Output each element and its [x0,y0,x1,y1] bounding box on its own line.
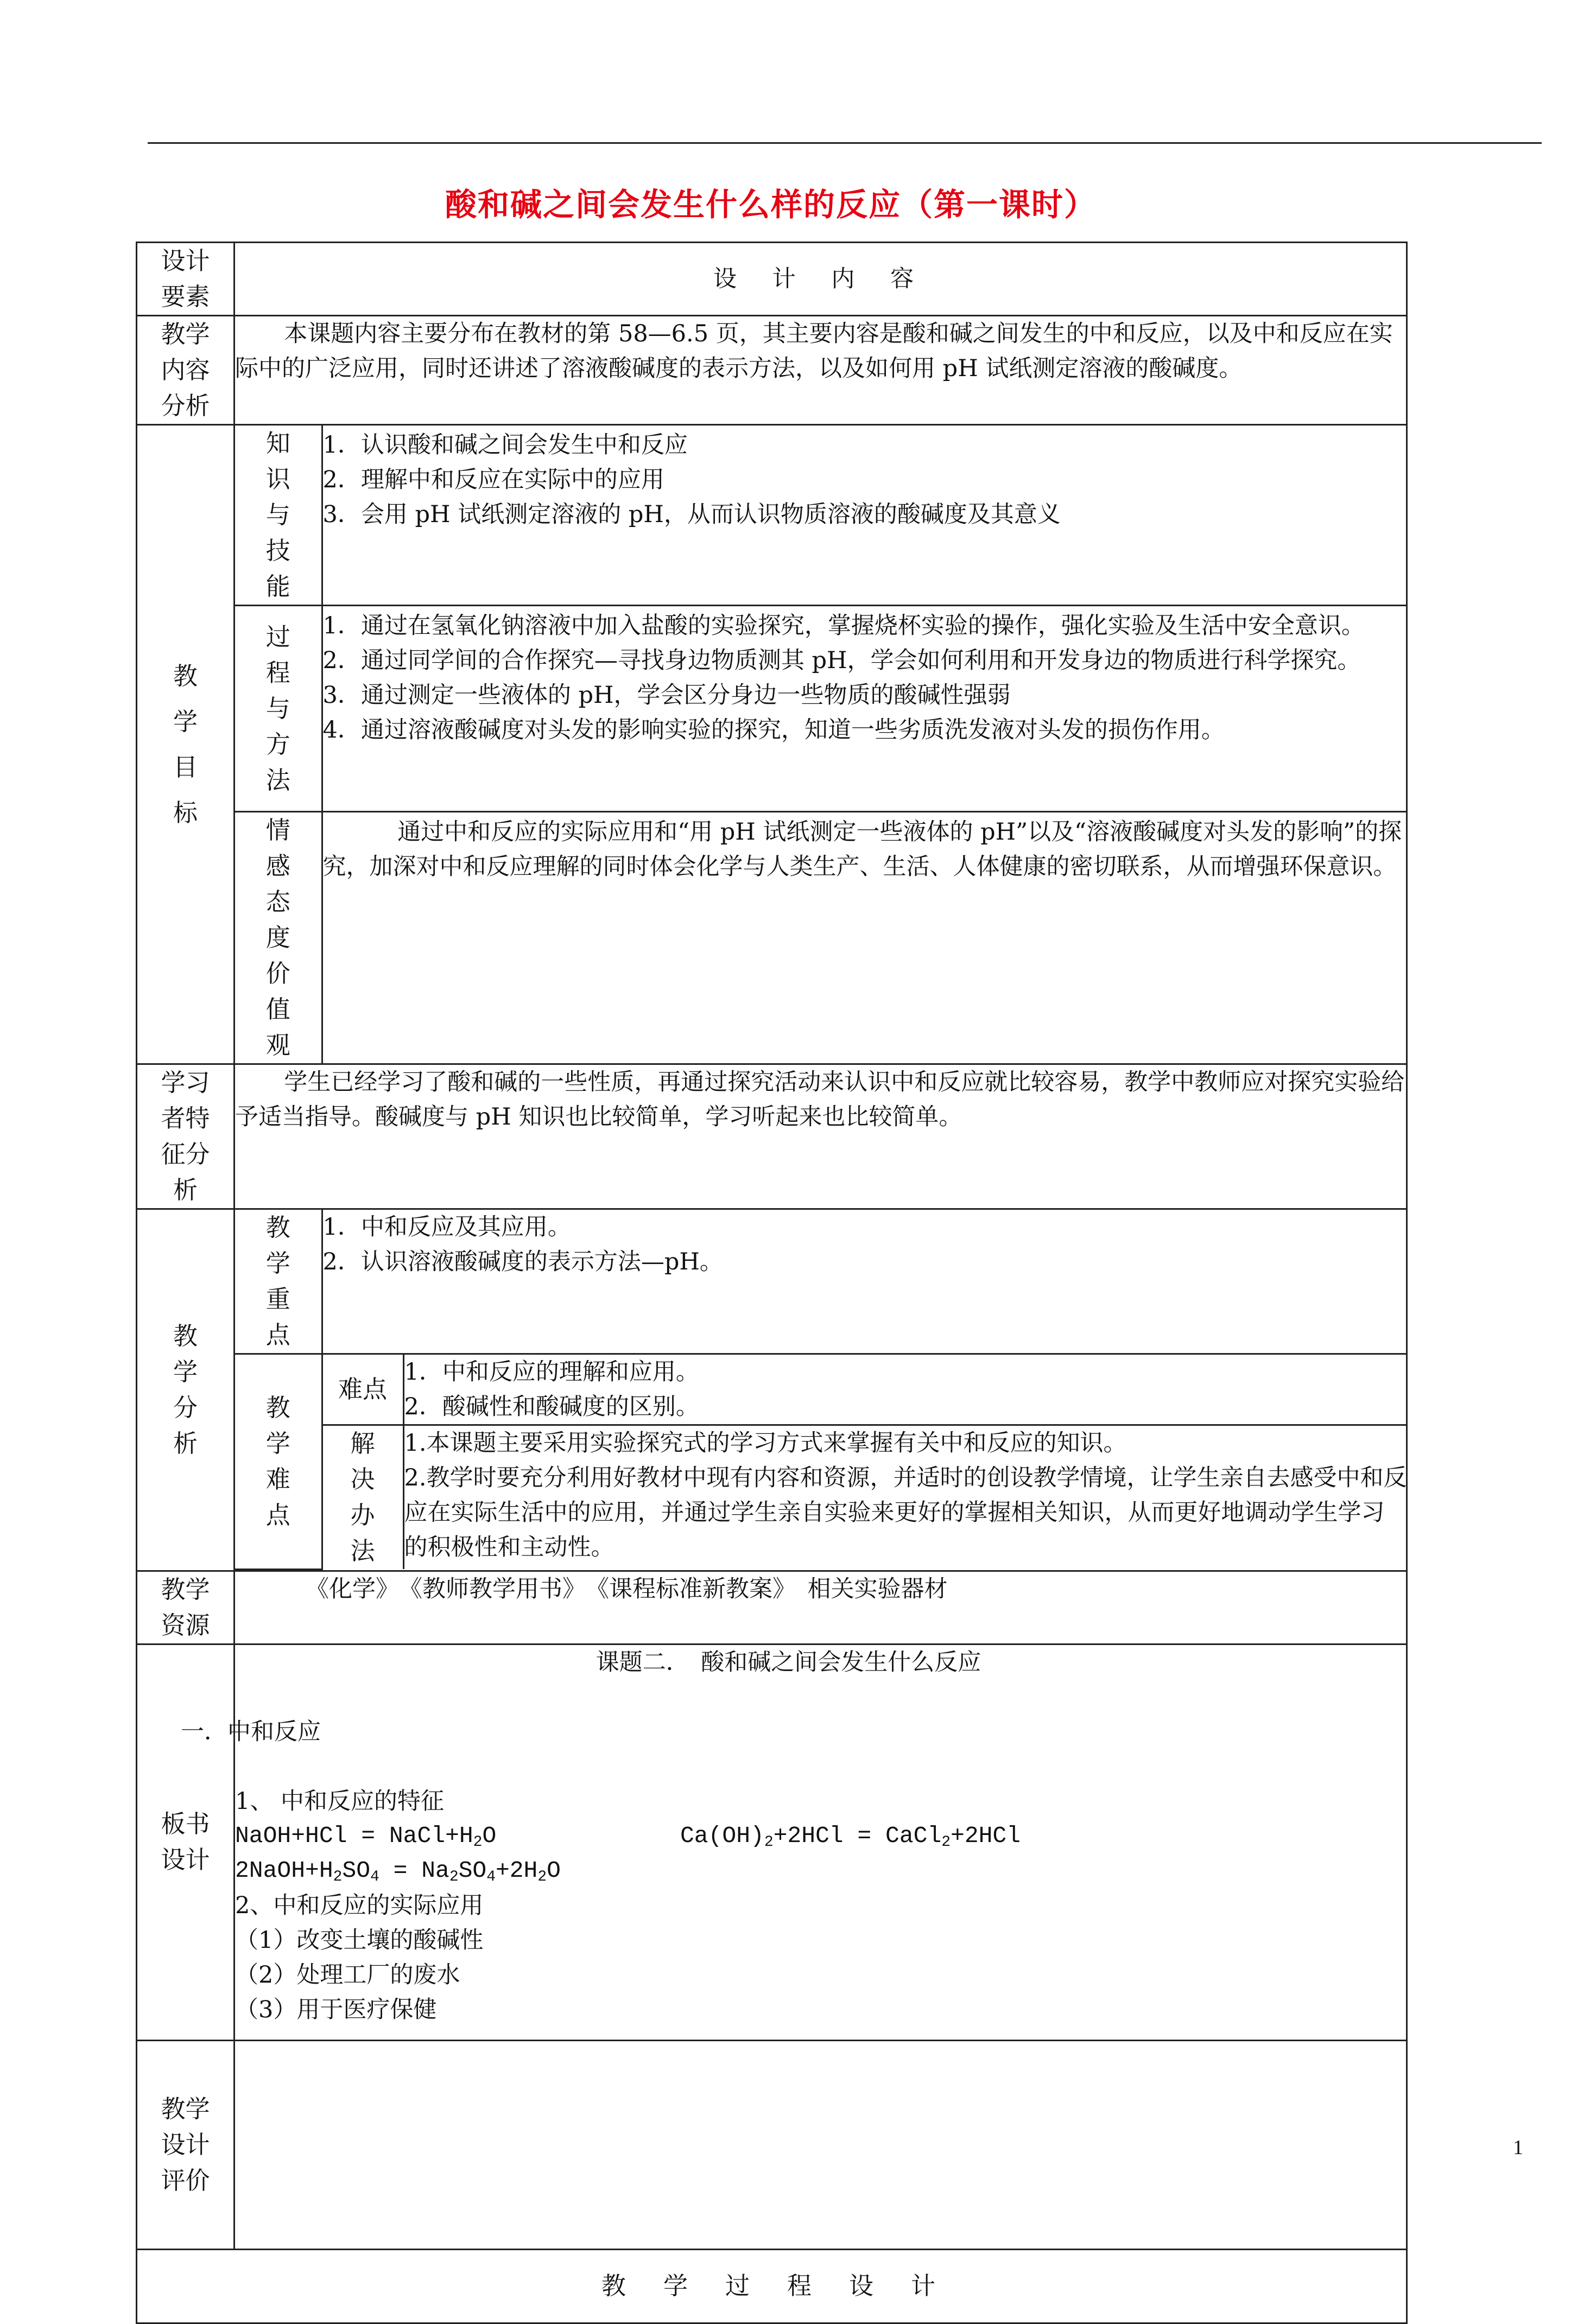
resources-label: 教学资源 [161,1574,210,1640]
header-left-label: 设计要素 [161,246,210,311]
difficulties-label: 教学难点 [265,1393,290,1529]
emotion-label-cell [235,812,322,1064]
difficulty-items [403,1354,1408,1425]
learner-label-cell [137,1064,235,1209]
process-design-title: 教 学 过 程 设 计 [601,2271,942,2300]
learner-text: 学生已经学习了酸和碱的一些性质，再通过探究活动来认识中和反应就比较容易，教学中教师应对探究实验给予适当指导。酸碱度与 pH 知识也比较简单，学习听起来也比较简单。 [235,1064,1407,1209]
document-title: 酸和碱之间会发生什么样的反应（第一课时） [445,186,1097,223]
objectives-label-cell [137,425,235,1064]
header-rule [148,142,1542,144]
board-label: 板书设计 [161,1809,210,1874]
process-item: 3．通过测定一些液体的 pH，学会区分身边一些物质的酸碱性强弱 [322,682,1011,709]
knowledge-item: 3．会用 pH 试纸测定溶液的 pH，从而认识物质溶液的酸碱度及其意义 [322,501,1061,528]
solution-label: 解决办法 [350,1429,375,1565]
solution-item: 2.教学时要充分利用好教材中现有内容和资源，并适时的创设教学情境，让学生亲自去感受中和反应在实际生活中的应用，并通过学生亲自实验来更好的掌握相关知识，从而更好地调动学生学习的积极性和主动性。 [404,1464,1407,1561]
difficulty-label: 难点 [338,1375,387,1404]
objectives-cell [235,425,1407,1064]
objectives-inner-table [235,426,1408,1063]
board-eq-row [235,1819,1406,1853]
board-app-item: （1）改变土壤的酸碱性 [235,1926,484,1954]
emotion-text: 通过中和反应的实际应用和“用 pH 试纸测定一些液体的 pH”以及“溶液酸碱度对头发的影响”的探究，加深对中和反应理解的同时体会化学与人类生产、生活、人体健康的密切联系，从而增强环保意识。 [322,812,1408,1064]
process-label-cell [235,606,322,812]
knowledge-item: 1．认识酸和碱之间会发生中和反应 [322,431,688,459]
process-item: 1．通过在氢氧化钠溶液中加入盐酸的实验探究，掌握烧杯实验的操作，强化实验及生活中安全意识。 [322,612,1365,639]
board-heading: 课题二． 酸和碱之间会发生什么反应 [596,1648,981,1676]
knowledge-items [322,426,1408,606]
key-point-item: 1．中和反应及其应用。 [322,1214,571,1241]
process-item: 2．通过同学间的合作探究—寻找身边物质测其 pH，学会如何利用和开发身边的物质进行科学探究。 [322,647,1361,674]
key-points-label: 教学重点 [265,1213,290,1349]
solution-items [403,1425,1408,1570]
process-label: 过程与方法 [265,622,290,795]
board-app-item: （3）用于医疗保健 [235,1996,437,2023]
page-number: 1 [1513,2136,1523,2159]
resources-label-cell [137,1571,235,1644]
header-right-label: 设 计 内 容 [713,265,928,293]
resources-text: 《化学》 《教师教学用书》 《课程标准新教案》 相关实验器材 [235,1571,1407,1644]
process-item: 4．通过溶液酸碱度对头发的影响实验的探究，知道一些劣质洗发液对头发的损伤作用。 [322,716,1225,744]
key-points-label-cell [235,1210,322,1354]
board-sub1: 1、 中和反应的特征 [235,1787,445,1815]
header-left-cell [137,243,235,316]
board-section: 一．中和反应 [181,1718,321,1745]
key-point-item: 2．认识溶液酸碱度的表示方法—pH。 [322,1248,723,1275]
difficulty-item: 1．中和反应的理解和应用。 [404,1358,699,1386]
lesson-plan-table [136,242,1408,2324]
board-app-item: （2）处理工厂的废水 [235,1961,460,1989]
header-right-cell [235,243,1407,316]
solution-item: 1.本课题主要采用实验探究式的学习方式来掌握有关中和反应的知识。 [404,1430,1127,1457]
teaching-analysis-label: 教学分析 [173,1321,198,1458]
difficulty-item: 2．酸碱性和酸碱度的区别。 [404,1393,699,1420]
learner-label: 学习者特征分析 [161,1068,210,1204]
content-analysis-label: 教学内容分析 [161,320,210,420]
teaching-analysis-label-cell [137,1209,235,1571]
teaching-analysis-cell [235,1209,1407,1571]
teaching-analysis-inner-table [235,1210,1408,1570]
key-points-items [322,1210,1408,1354]
equation-1: NaOH+HCl = $NaCl+H_2O$ [235,1822,497,1851]
difficulty-label-cell [322,1354,403,1425]
evaluation-label: 教学设计评价 [161,2094,210,2195]
evaluation-text [235,2040,1407,2249]
knowledge-label: 知识与技能 [265,429,290,601]
equation-2: $Ca(OH)_2+2HCl$ = CaCl$_2$+2HCl [680,1822,1021,1851]
board-sub2: 2、中和反应的实际应用 [235,1891,484,1919]
process-items [322,606,1408,812]
solution-label-cell [322,1425,403,1570]
emotion-label: 情感态度价值观 [265,816,290,1059]
equation-3: $2NaOH+H_2SO_4 = Na_2SO_4+2H_2O$ [235,1857,561,1885]
process-design-header [137,2249,1407,2323]
difficulties-label-cell [235,1354,322,1570]
objectives-label: 教学目标 [173,661,198,827]
content-analysis-text: 本课题内容主要分布在教材的第 58—6.5 页，其主要内容是酸和碱之间发生的中和反应，以及中和反应在实际中的广泛应用，同时还讲述了溶液酸碱度的表示方法，以及如何用 pH 试纸测定溶液的酸碱度。 [235,316,1407,425]
knowledge-label-cell [235,426,322,606]
knowledge-item: 2．理解中和反应在实际中的应用 [322,466,664,493]
evaluation-label-cell [137,2040,235,2249]
content-analysis-label-cell [137,316,235,425]
board-label-cell [137,1644,235,2040]
